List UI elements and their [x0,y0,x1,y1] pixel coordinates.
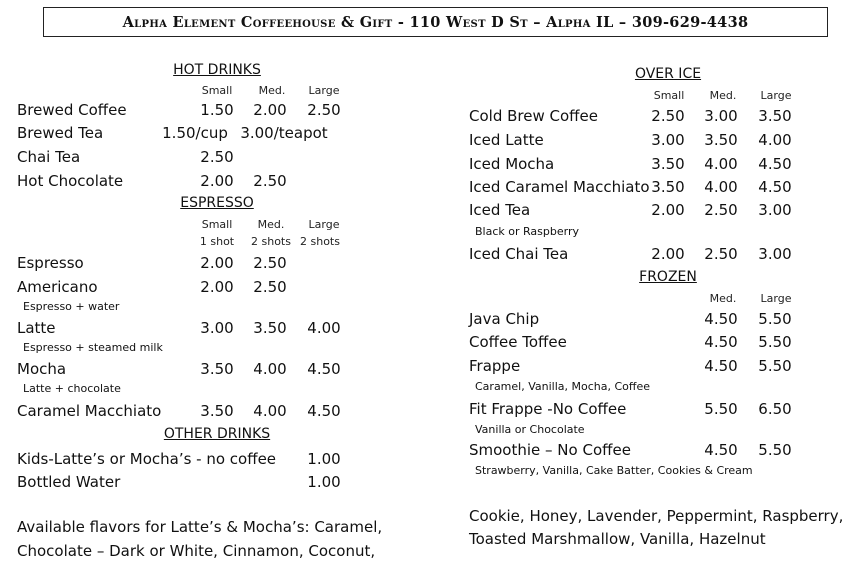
item-name: Frappe [469,357,521,375]
other-drinks-title: OTHER DRINKS [163,426,271,442]
price-med: 4.50 [704,333,738,351]
item-name: Brewed Coffee [17,101,127,119]
price-small: 3.00 [200,319,234,337]
price-small: 3.50 [200,360,234,378]
item-description: Black or Raspberry [475,225,579,238]
price-large: 5.50 [758,333,792,351]
price: 1.00 [307,473,341,491]
item-description: Espresso + steamed milk [23,341,163,354]
price-med: 4.50 [704,441,738,459]
item-name: Cold Brew Coffee [469,107,598,125]
price-med: 4.00 [253,402,287,420]
item-name: Latte [17,319,56,337]
espresso-shots-large: 2 shots [300,235,340,248]
price-large: 5.50 [758,310,792,328]
price-large: 4.50 [758,155,792,173]
item-name: Kids-Latte’s or Mocha’s - no coffee [17,450,277,468]
flavors-line: Cookie, Honey, Lavender, Peppermint, Raspberry, [469,507,844,525]
price-small: 2.00 [651,245,685,263]
price-small: 2.00 [200,172,234,190]
item-name: Chai Tea [17,148,81,166]
price-small: 2.50 [200,148,234,166]
espresso-col-med: Med. [257,218,285,231]
item-description: Latte + chocolate [23,382,121,395]
price-large: 4.50 [307,402,341,420]
item-name: Smoothie – No Coffee [469,441,631,459]
price-large: 4.50 [307,360,341,378]
item-name: Java Chip [469,310,540,328]
price-small: 3.50 [651,155,685,173]
price-med: 4.50 [704,310,738,328]
price-med: 4.00 [704,178,738,196]
price-small: 2.50 [651,107,685,125]
over-ice-title: OVER ICE [634,66,702,82]
menu-header [43,7,828,37]
menu-header-title: Alpha Element Coffeehouse & Gift - 110 West D St – Alpha IL – 309-629-4438 [122,13,749,31]
item-name: Caramel Macchiato [17,402,162,420]
price-large: 3.00 [758,245,792,263]
over-ice-col-large: Large [760,89,792,102]
price-small: 2.00 [200,254,234,272]
item-name: Iced Tea [469,201,531,219]
price-med: 4.00 [704,155,738,173]
price: 1.00 [307,450,341,468]
price-small: 3.00 [651,131,685,149]
price-med: 3.00 [704,107,738,125]
item-name: Mocha [17,360,67,378]
espresso-shots-med: 2 shots [251,235,291,248]
price-med: 5.50 [704,400,738,418]
price-small: 1.50/cup [162,124,228,142]
price-med: 2.50 [253,278,287,296]
item-description: Strawberry, Vanilla, Cake Batter, Cookies & Cream [475,464,753,477]
over-ice-col-small: Small [653,89,685,102]
price-small: 3.50 [200,402,234,420]
item-name: Iced Caramel Macchiato [469,178,650,196]
price-med: 3.50 [253,319,287,337]
price-med: 2.50 [253,172,287,190]
hot-drinks-col-med: Med. [258,84,286,97]
price-large: 2.50 [307,101,341,119]
item-name: Hot Chocolate [17,172,124,190]
price-small: 2.00 [651,201,685,219]
price-large: 3.50 [758,107,792,125]
price-large: 4.00 [758,131,792,149]
over-ice-col-med: Med. [709,89,737,102]
espresso-col-large: Large [308,218,340,231]
price-med: 2.50 [253,254,287,272]
item-name: Iced Mocha [469,155,555,173]
item-name: Fit Frappe -No Coffee [469,400,627,418]
flavors-line: Chocolate – Dark or White, Cinnamon, Coconut, [17,542,376,560]
espresso-title: ESPRESSO [180,195,254,211]
price-large: 5.50 [758,441,792,459]
price-large: 3.00 [758,201,792,219]
price-med: 4.50 [704,357,738,375]
item-name: Americano [17,278,98,296]
price-large: 4.50 [758,178,792,196]
frozen-col-med: Med. [709,292,737,305]
item-description: Vanilla or Chocolate [475,423,585,436]
price-large: 4.00 [307,319,341,337]
price-small: 3.50 [651,178,685,196]
hot-drinks-col-large: Large [308,84,340,97]
flavors-line: Toasted Marshmallow, Vanilla, Hazelnut [469,530,766,548]
price-med: 2.50 [704,245,738,263]
item-name: Coffee Toffee [469,333,567,351]
item-name: Bottled Water [17,473,121,491]
price-large: 6.50 [758,400,792,418]
price-small: 2.00 [200,278,234,296]
price-med: 2.00 [253,101,287,119]
price-med: 3.50 [704,131,738,149]
price-med: 3.00/teapot [240,124,328,142]
item-name: Iced Chai Tea [469,245,569,263]
frozen-title: FROZEN [639,269,697,285]
price-med: 4.00 [253,360,287,378]
price-med: 2.50 [704,201,738,219]
item-name: Brewed Tea [17,124,104,142]
flavors-line: Available flavors for Latte’s & Mocha’s: Caramel, [17,518,383,536]
item-description: Espresso + water [23,300,120,313]
hot-drinks-title: HOT DRINKS [173,62,261,78]
item-name: Espresso [17,254,84,272]
espresso-col-small: Small [201,218,233,231]
price-large: 5.50 [758,357,792,375]
espresso-shots-small: 1 shot [199,235,235,248]
hot-drinks-col-small: Small [201,84,233,97]
item-name: Iced Latte [469,131,544,149]
price-small: 1.50 [200,101,234,119]
frozen-col-large: Large [760,292,792,305]
item-description: Caramel, Vanilla, Mocha, Coffee [475,380,651,393]
